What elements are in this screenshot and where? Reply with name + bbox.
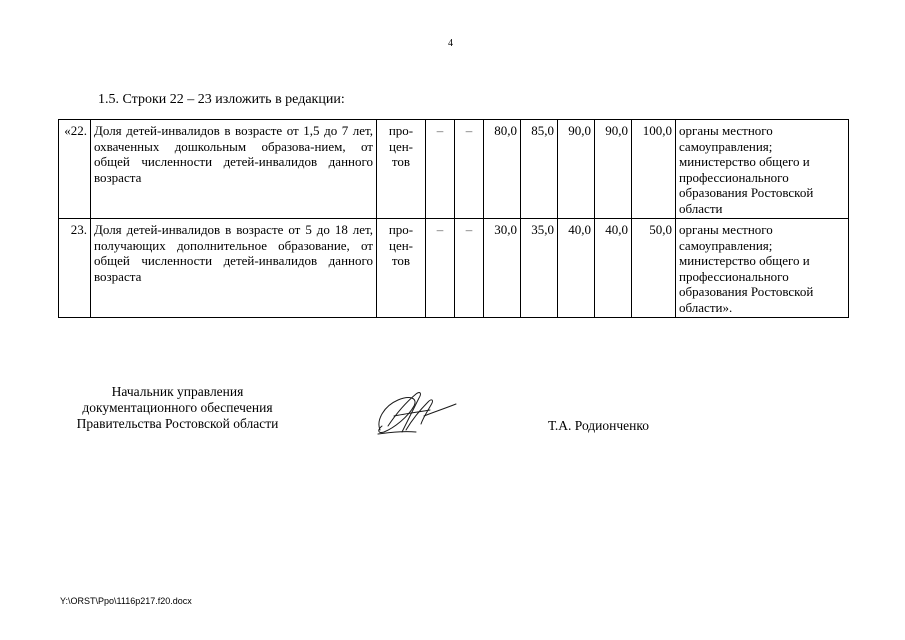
value-cell: – (455, 219, 484, 318)
page-number: 4 (448, 38, 453, 49)
value-cell: 30,0 (484, 219, 521, 318)
table-row (59, 120, 849, 219)
indicator-description: Доля детей-инвалидов в возрасте от 5 до 18 лет, получающих дополнительное образование, от общей численности детей-инвалидов данного возраста (91, 219, 377, 318)
intro-text: 1.5. Строки 22 – 23 изложить в редакции: (98, 92, 345, 107)
row-number: «22. (59, 120, 91, 219)
signatory-title: Начальник управления документационного обеспечения Правительства Ростовской области (76, 384, 279, 431)
value-cell: 40,0 (595, 219, 632, 318)
unit-cell: про- цен- тов (377, 219, 426, 318)
row-number: 23. (59, 219, 91, 318)
value-cell: – (426, 219, 455, 318)
value-cell: 90,0 (595, 120, 632, 219)
responsible-org: органы местного самоуправления; министерство общего и профессионального образования Ростовской области». (676, 219, 849, 318)
value-cell: 100,0 (632, 120, 676, 219)
responsible-org: органы местного самоуправления; министерство общего и профессионального образования Ростовской области (676, 120, 849, 219)
value-cell: 35,0 (521, 219, 558, 318)
signatory-name: Т.А. Родионченко (548, 418, 649, 433)
file-path: Y:\ORST\Ppo\1116p217.f20.docx (60, 596, 192, 606)
value-cell: 40,0 (558, 219, 595, 318)
value-cell: 90,0 (558, 120, 595, 219)
handwritten-signature (374, 386, 460, 440)
unit-cell: про- цен- тов (377, 120, 426, 219)
indicator-description: Доля детей-инвалидов в возрасте от 1,5 до 7 лет, охваченных дошкольным образова-нием, от общей численности детей-инвалидов данного возраста (91, 120, 377, 219)
table-row (59, 219, 849, 318)
value-cell: 50,0 (632, 219, 676, 318)
indicators-table (58, 119, 849, 318)
value-cell: 85,0 (521, 120, 558, 219)
value-cell: – (455, 120, 484, 219)
value-cell: 80,0 (484, 120, 521, 219)
value-cell: – (426, 120, 455, 219)
